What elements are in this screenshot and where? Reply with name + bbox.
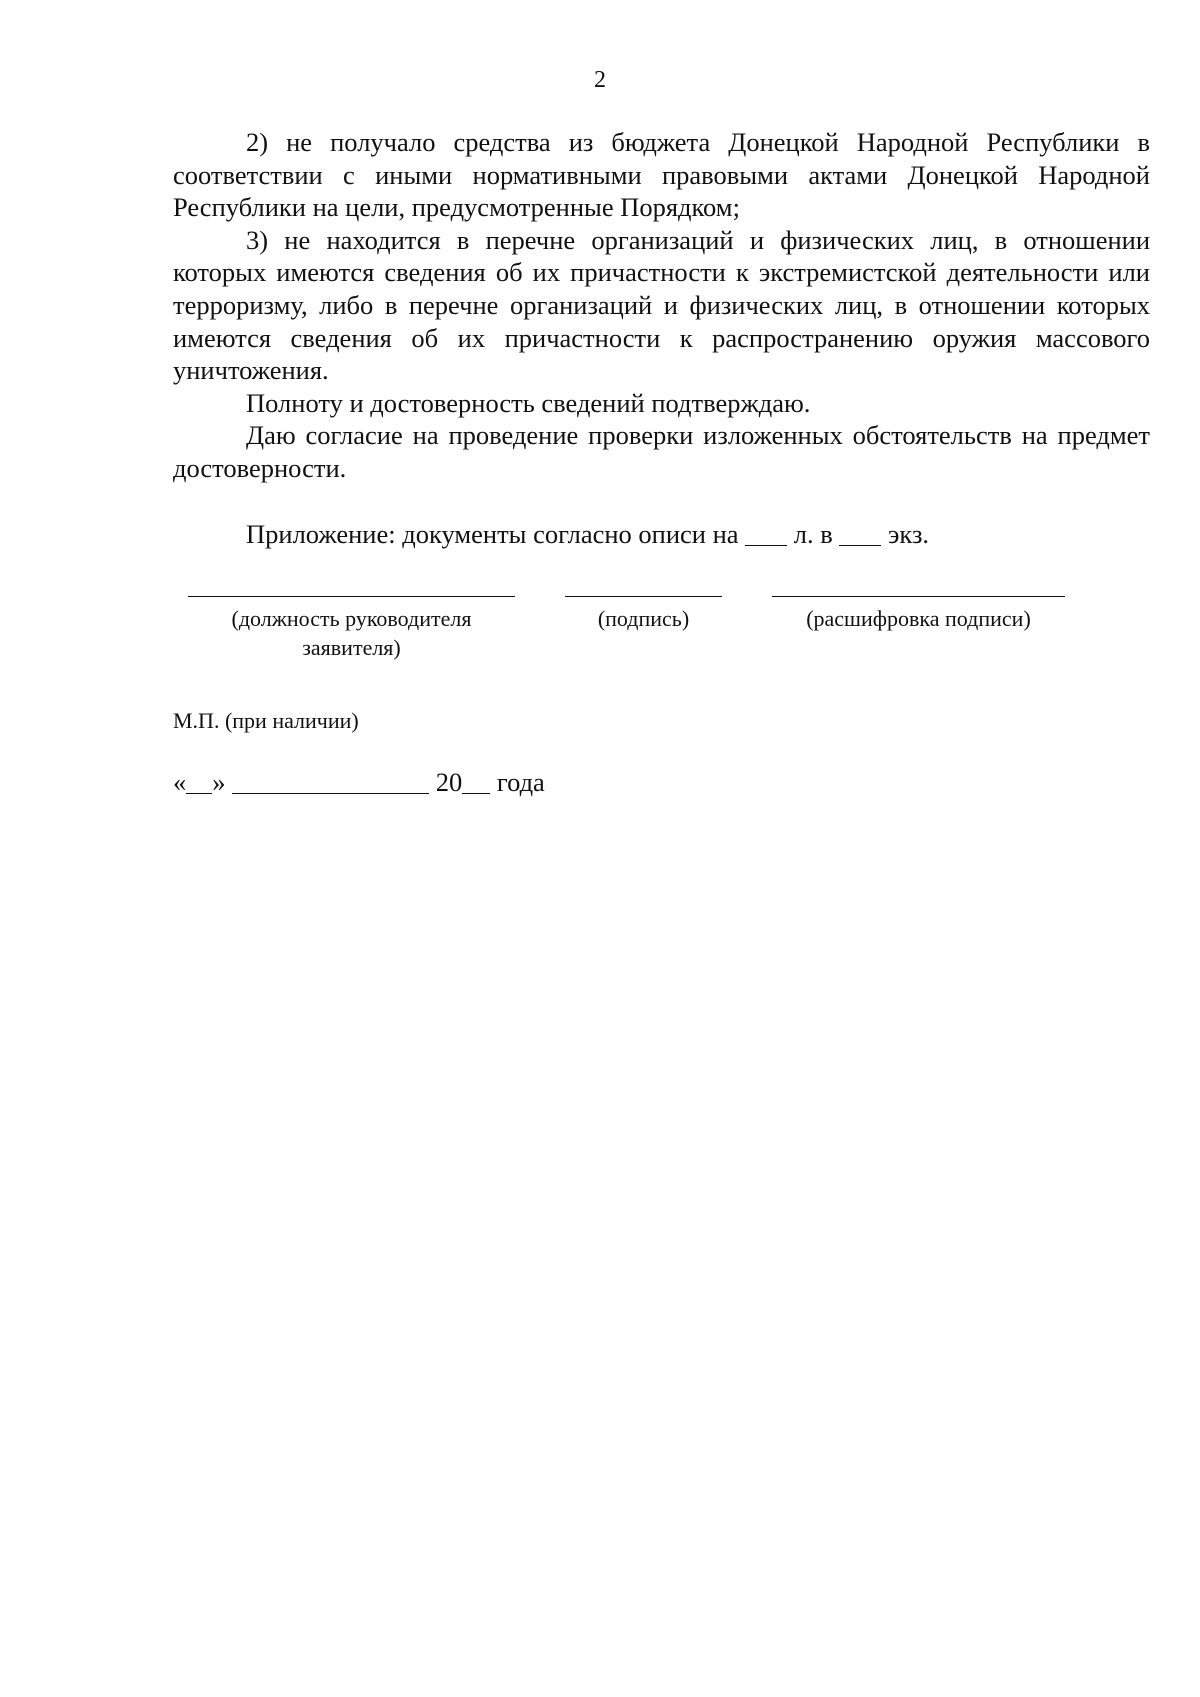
signature-blank-line[interactable] bbox=[565, 596, 722, 597]
year-suffix: года bbox=[496, 767, 545, 797]
signature-field bbox=[565, 596, 722, 633]
position-signature-field bbox=[188, 596, 515, 662]
stamp-label: М.П. (при наличии) bbox=[173, 708, 359, 733]
signature-decoding-field bbox=[772, 596, 1065, 633]
paragraph-text: не находится в перечне организаций и физических лиц, в отношении которых имеются сведения об их причастности к экстремистской деятельности или терроризму, либо в перечне организаций и физических лиц, в отношении которых имеются сведения об их причастности к распространению оружия массового уничтожения. bbox=[173, 224, 1151, 386]
sheets-count-blank[interactable] bbox=[745, 519, 787, 547]
date-open-quote: « bbox=[173, 767, 187, 797]
position-blank-line[interactable] bbox=[188, 596, 515, 597]
signature-caption: (подпись) bbox=[597, 606, 690, 631]
paragraph-text: не получало средства из бюджета Донецкой Народной Республики в соответствии с иными нормативными правовыми актами Донецкой Народной Республики на цели, предусмотренные Порядком; bbox=[173, 127, 1150, 223]
date-close-quote: » bbox=[212, 767, 226, 797]
consent-statement: Даю согласие на проведение проверки изложенных обстоятельств на предмет достоверности. bbox=[173, 420, 1150, 483]
attachment-line bbox=[246, 518, 929, 550]
document-body bbox=[173, 126, 1150, 485]
page-number: 2 bbox=[594, 67, 606, 93]
confirmation-statement: Полноту и достоверность сведений подтверждаю. bbox=[246, 387, 811, 418]
year-blank[interactable] bbox=[462, 767, 490, 795]
decoding-blank-line[interactable] bbox=[772, 596, 1065, 597]
day-blank[interactable] bbox=[186, 767, 212, 795]
attachment-suffix: экз. bbox=[888, 519, 930, 549]
paragraph-item-2 bbox=[173, 126, 1150, 224]
paragraph-item-3 bbox=[173, 224, 1150, 387]
paragraph-marker: 3) bbox=[246, 224, 269, 255]
copies-count-blank[interactable] bbox=[839, 519, 881, 547]
decoding-caption: (расшифровка подписи) bbox=[806, 606, 1031, 631]
date-line bbox=[173, 766, 545, 798]
attachment-prefix: Приложение: документы согласно описи на bbox=[246, 519, 739, 549]
paragraph-marker: 2) bbox=[246, 127, 269, 157]
attachment-middle: л. в bbox=[793, 519, 833, 549]
year-prefix: 20 bbox=[435, 767, 463, 797]
month-blank[interactable] bbox=[232, 767, 429, 795]
position-caption: (должность руководителя заявителя) bbox=[231, 606, 472, 660]
